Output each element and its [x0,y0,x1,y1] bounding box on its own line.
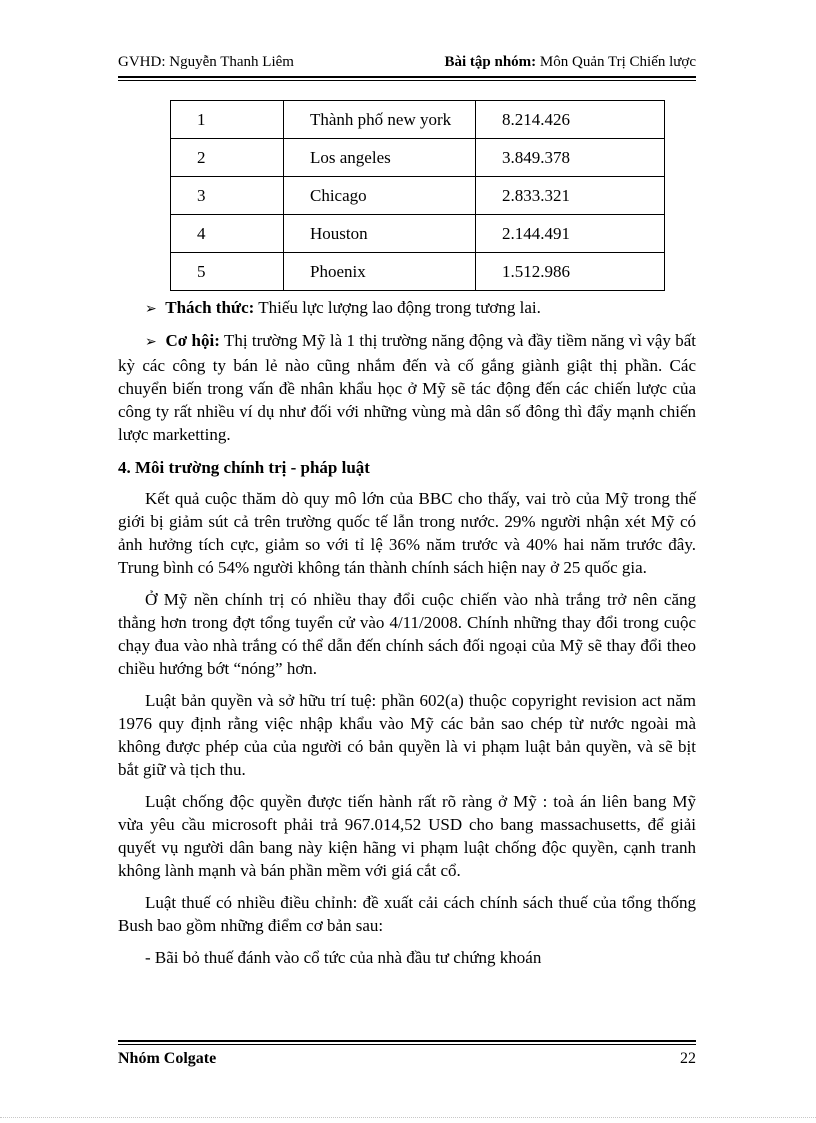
footer-rule-thick [118,1040,696,1042]
rank-cell: 4 [171,215,284,253]
rank-cell: 2 [171,139,284,177]
list-item: - Bãi bỏ thuế đánh vào cổ tức của nhà đầu tư chứng khoán [145,948,542,967]
city-cell: Chicago [284,177,476,215]
header-rule-thin [118,80,696,81]
paragraph: Luật chống độc quyền được tiến hành rất rõ ràng ở Mỹ : toà án liên bang Mỹ vừa yêu cầu microsoft phải trả 967.014,52 USD cho bang massachusetts, để giải quyết vụ người dân bang này kiện hãng vi phạm luật chống độc quyền, cạnh tranh không lành mạnh và bán phần mềm với giá cắt cổ. [118,792,696,880]
population-cell: 3.849.378 [476,139,665,177]
population-cell: 2.144.491 [476,215,665,253]
rank-cell: 5 [171,253,284,291]
opportunity-text: Thị trường Mỹ là 1 thị trường năng động và đầy tiềm năng vì vậy bất kỳ các công ty bán lẻ nào cũng nhắm đến và cố gắng giành giật thị phần. Các chuyển biến trong vấn đề nhân khẩu học ở Mỹ sẽ tác động đến các chiến lược của công ty rất nhiều ví dụ như đối với những vùng mà dân số đông thì đẩy mạnh chiến lược marketting. [118,331,697,444]
footer-group-name: Nhóm Colgate [118,1050,217,1067]
challenge-text: Thiếu lực lượng lao động trong tương lai. [254,298,541,317]
challenge-label: Thách thức: [165,298,255,317]
city-cell: Houston [284,215,476,253]
page-number: 22 [680,1050,696,1067]
population-cell: 1.512.986 [476,253,665,291]
header-course-label: Bài tập nhóm: [444,54,537,70]
paragraph: Luật thuế có nhiều điều chỉnh: đề xuất cải cách chính sách thuế của tổng thống Bush bao gồm những điểm cơ bản sau: [118,893,696,935]
population-cell: 2.833.321 [476,177,665,215]
header-rule-thick [118,76,696,78]
page-body [118,296,696,969]
population-cell: 8.214.426 [476,101,665,139]
city-cell: Los angeles [284,139,476,177]
table-row [171,253,665,291]
footer-rule-thin [118,1044,696,1045]
section-heading: 4. Môi trường chính trị - pháp luật [118,458,370,477]
header-course-name: Môn Quản Trị Chiến lược [536,54,696,70]
header-instructor: GVHD: Nguyễn Thanh Liêm [118,54,294,70]
paragraph: Kết quả cuộc thăm dò quy mô lớn của BBC cho thấy, vai trò của Mỹ trong thế giới bị giảm sút cả trên trường quốc tế lẫn trong nước. 29% người nhận xét Mỹ có ảnh hưởng tích cực, giảm so với tỉ lệ 36% năm trước và 40% hai năm trước đây. Trung bình có 54% người không tán thành chính sách hiện nay ở 25 quốc gia. [118,489,696,577]
city-cell: Phoenix [284,253,476,291]
paragraph: Ở Mỹ nền chính trị có nhiều thay đổi cuộc chiến vào nhà trắng trở nên căng thẳng hơn trong đợt tổng tuyển cử vào 4/11/2008. Chính những thay đổi trong cuộc chạy đua vào nhà trắng có thể dẫn đến chính sách đối ngoại của Mỹ sẽ thay đổi theo chiều hướng bớt “nóng” hơn. [118,590,696,678]
opportunity-label: Cơ hội: [165,331,220,350]
city-population-table [170,100,665,291]
city-cell: Thành phố new york [284,101,476,139]
page-header [118,52,696,76]
table-row [171,101,665,139]
rank-cell: 3 [171,177,284,215]
table-row [171,215,665,253]
table-row [171,139,665,177]
challenge-bullet [118,296,696,321]
arrow-bullet-icon: ➢ [145,334,157,350]
table-row [171,177,665,215]
paragraph: Luật bản quyền và sở hữu trí tuệ: phần 602(a) thuộc copyright revision act năm 1976 quy định rằng việc nhập khẩu vào Mỹ các bản sao chép từ nước ngoài mà không được phép của của người có bản quyền là vi phạm luật bản quyền, và sẽ bịt bắt giữ và tịch thu. [118,691,696,779]
opportunity-bullet [118,329,696,446]
rank-cell: 1 [171,101,284,139]
page-edge-divider [0,1117,816,1118]
header-course [444,54,696,71]
arrow-bullet-icon: ➢ [145,301,157,317]
